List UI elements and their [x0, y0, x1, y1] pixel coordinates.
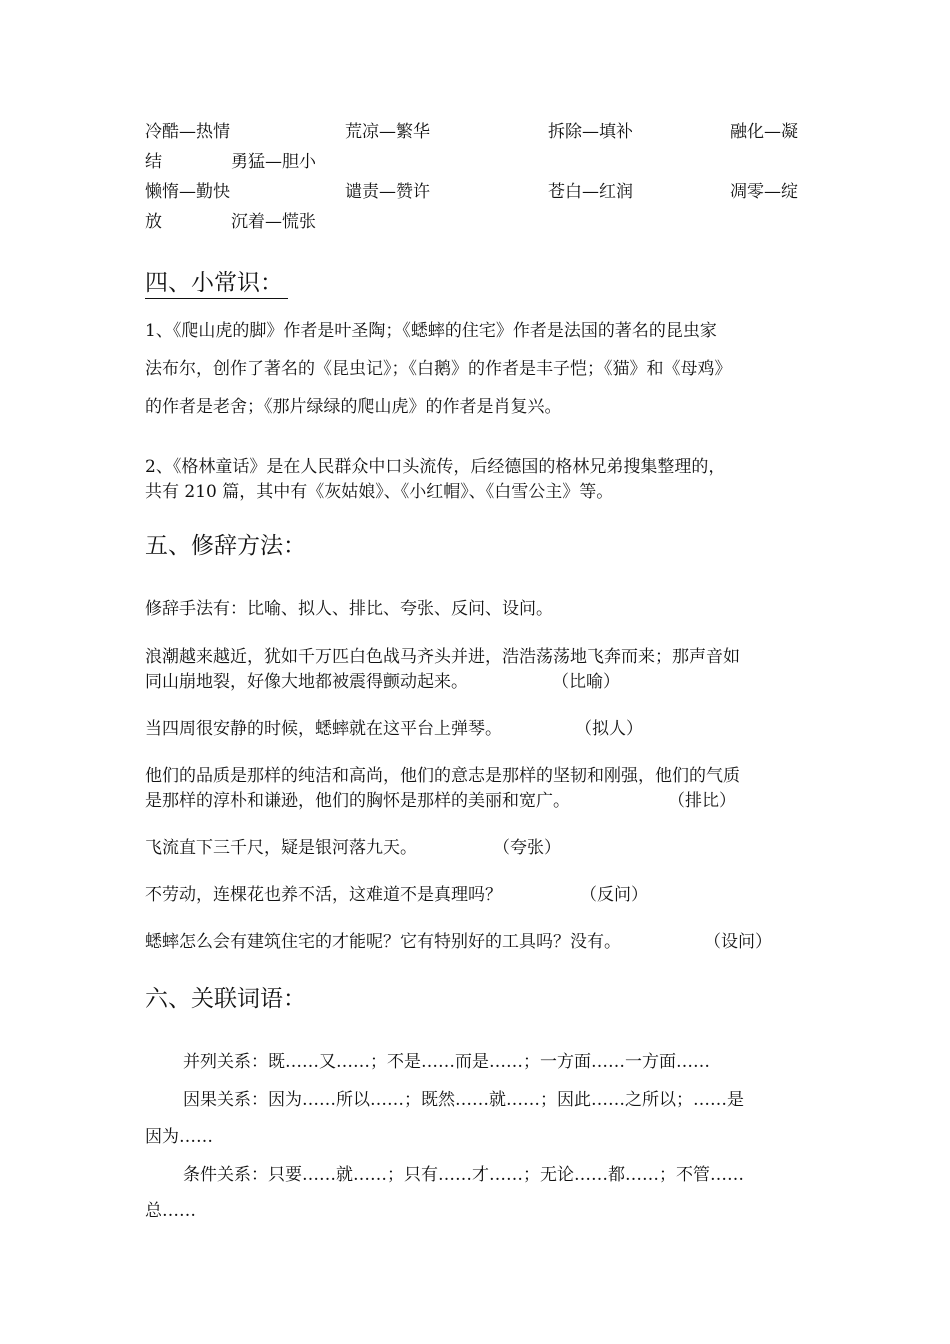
antonym-pair: 拆除—填补	[548, 122, 633, 142]
antonym-pair: 苍白—红润	[548, 182, 633, 202]
conjunction-line: 并列关系：既……又……；不是……而是……；一方面……一方面……	[183, 1052, 710, 1072]
example-line: 是那样的淳朴和谦逊，他们的胸怀是那样的美丽和宽广。	[145, 791, 570, 811]
example-line: 蟋蟀怎么会有建筑住宅的才能呢？它有特别好的工具吗？没有。	[145, 932, 621, 952]
paragraph-line: 2、《格林童话》是在人民群众中口头流传，后经德国的格林兄弟搜集整理的，	[145, 457, 726, 477]
conjunction-line: 条件关系：只要……就……；只有……才……；无论……都……；不管……	[183, 1165, 744, 1185]
heading-underline	[145, 298, 288, 299]
example-line: 他们的品质是那样的纯洁和高尚，他们的意志是那样的坚韧和刚强，他们的气质	[145, 766, 740, 786]
antonym-pair: 勇猛—胆小	[231, 152, 316, 172]
example-line: 同山崩地裂，好像大地都被震得颤动起来。	[145, 672, 468, 692]
antonym-pair: 冷酷—热情	[145, 122, 230, 142]
example-line: 飞流直下三千尺，疑是银河落九天。	[145, 838, 417, 858]
rhetoric-tag: （比喻）	[552, 672, 620, 692]
example-line: 当四周很安静的时候，蟋蟀就在这平台上弹琴。	[145, 719, 502, 739]
rhetoric-tag: （反问）	[580, 885, 648, 905]
conjunction-line: 总……	[145, 1201, 196, 1221]
section-heading-6: 六、关联词语：	[145, 986, 306, 1012]
antonym-pair: 谴责—赞许	[345, 182, 430, 202]
antonym-pair: 融化—凝	[730, 122, 798, 142]
paragraph-line: 法布尔，创作了著名的《昆虫记》；《白鹅》的作者是丰子恺；《猫》和《母鸡》	[145, 359, 732, 379]
antonym-pair: 沉着—慌张	[231, 212, 316, 232]
example-line: 不劳动，连棵花也养不活，这难道不是真理吗？	[145, 885, 502, 905]
rhetoric-tag: （拟人）	[575, 719, 643, 739]
antonym-pair: 荒凉—繁华	[345, 122, 430, 142]
rhetoric-tag: （设问）	[704, 932, 772, 952]
antonym-pair: 凋零—绽	[730, 182, 798, 202]
section-heading-5: 五、修辞方法：	[145, 533, 306, 559]
rhetoric-tag: （排比）	[668, 791, 736, 811]
paragraph-line: 的作者是老舍；《那片绿绿的爬山虎》的作者是肖复兴。	[145, 397, 562, 417]
conjunction-line: 因果关系：因为……所以……；既然……就……；因此……之所以；……是	[183, 1090, 744, 1110]
conjunction-line: 因为……	[145, 1127, 213, 1147]
section-heading-4: 四、小常识：	[145, 270, 283, 296]
paragraph-line: 共有 210 篇，其中有《灰姑娘》、《小红帽》、《白雪公主》等。	[145, 482, 614, 502]
antonym-pair-continuation: 放	[145, 212, 162, 232]
example-line: 浪潮越来越近，犹如千万匹白色战马齐头并进，浩浩荡荡地飞奔而来；那声音如	[145, 647, 740, 667]
paragraph-line: 1、《爬山虎的脚》作者是叶圣陶；《蟋蟀的住宅》作者是法国的著名的昆虫家	[145, 321, 717, 341]
rhetoric-tag: （夸张）	[493, 838, 561, 858]
antonym-pair: 懒惰—勤快	[145, 182, 230, 202]
antonym-pair-continuation: 结	[145, 152, 162, 172]
rhetoric-intro: 修辞手法有：比喻、拟人、排比、夸张、反问、设问。	[145, 599, 553, 619]
